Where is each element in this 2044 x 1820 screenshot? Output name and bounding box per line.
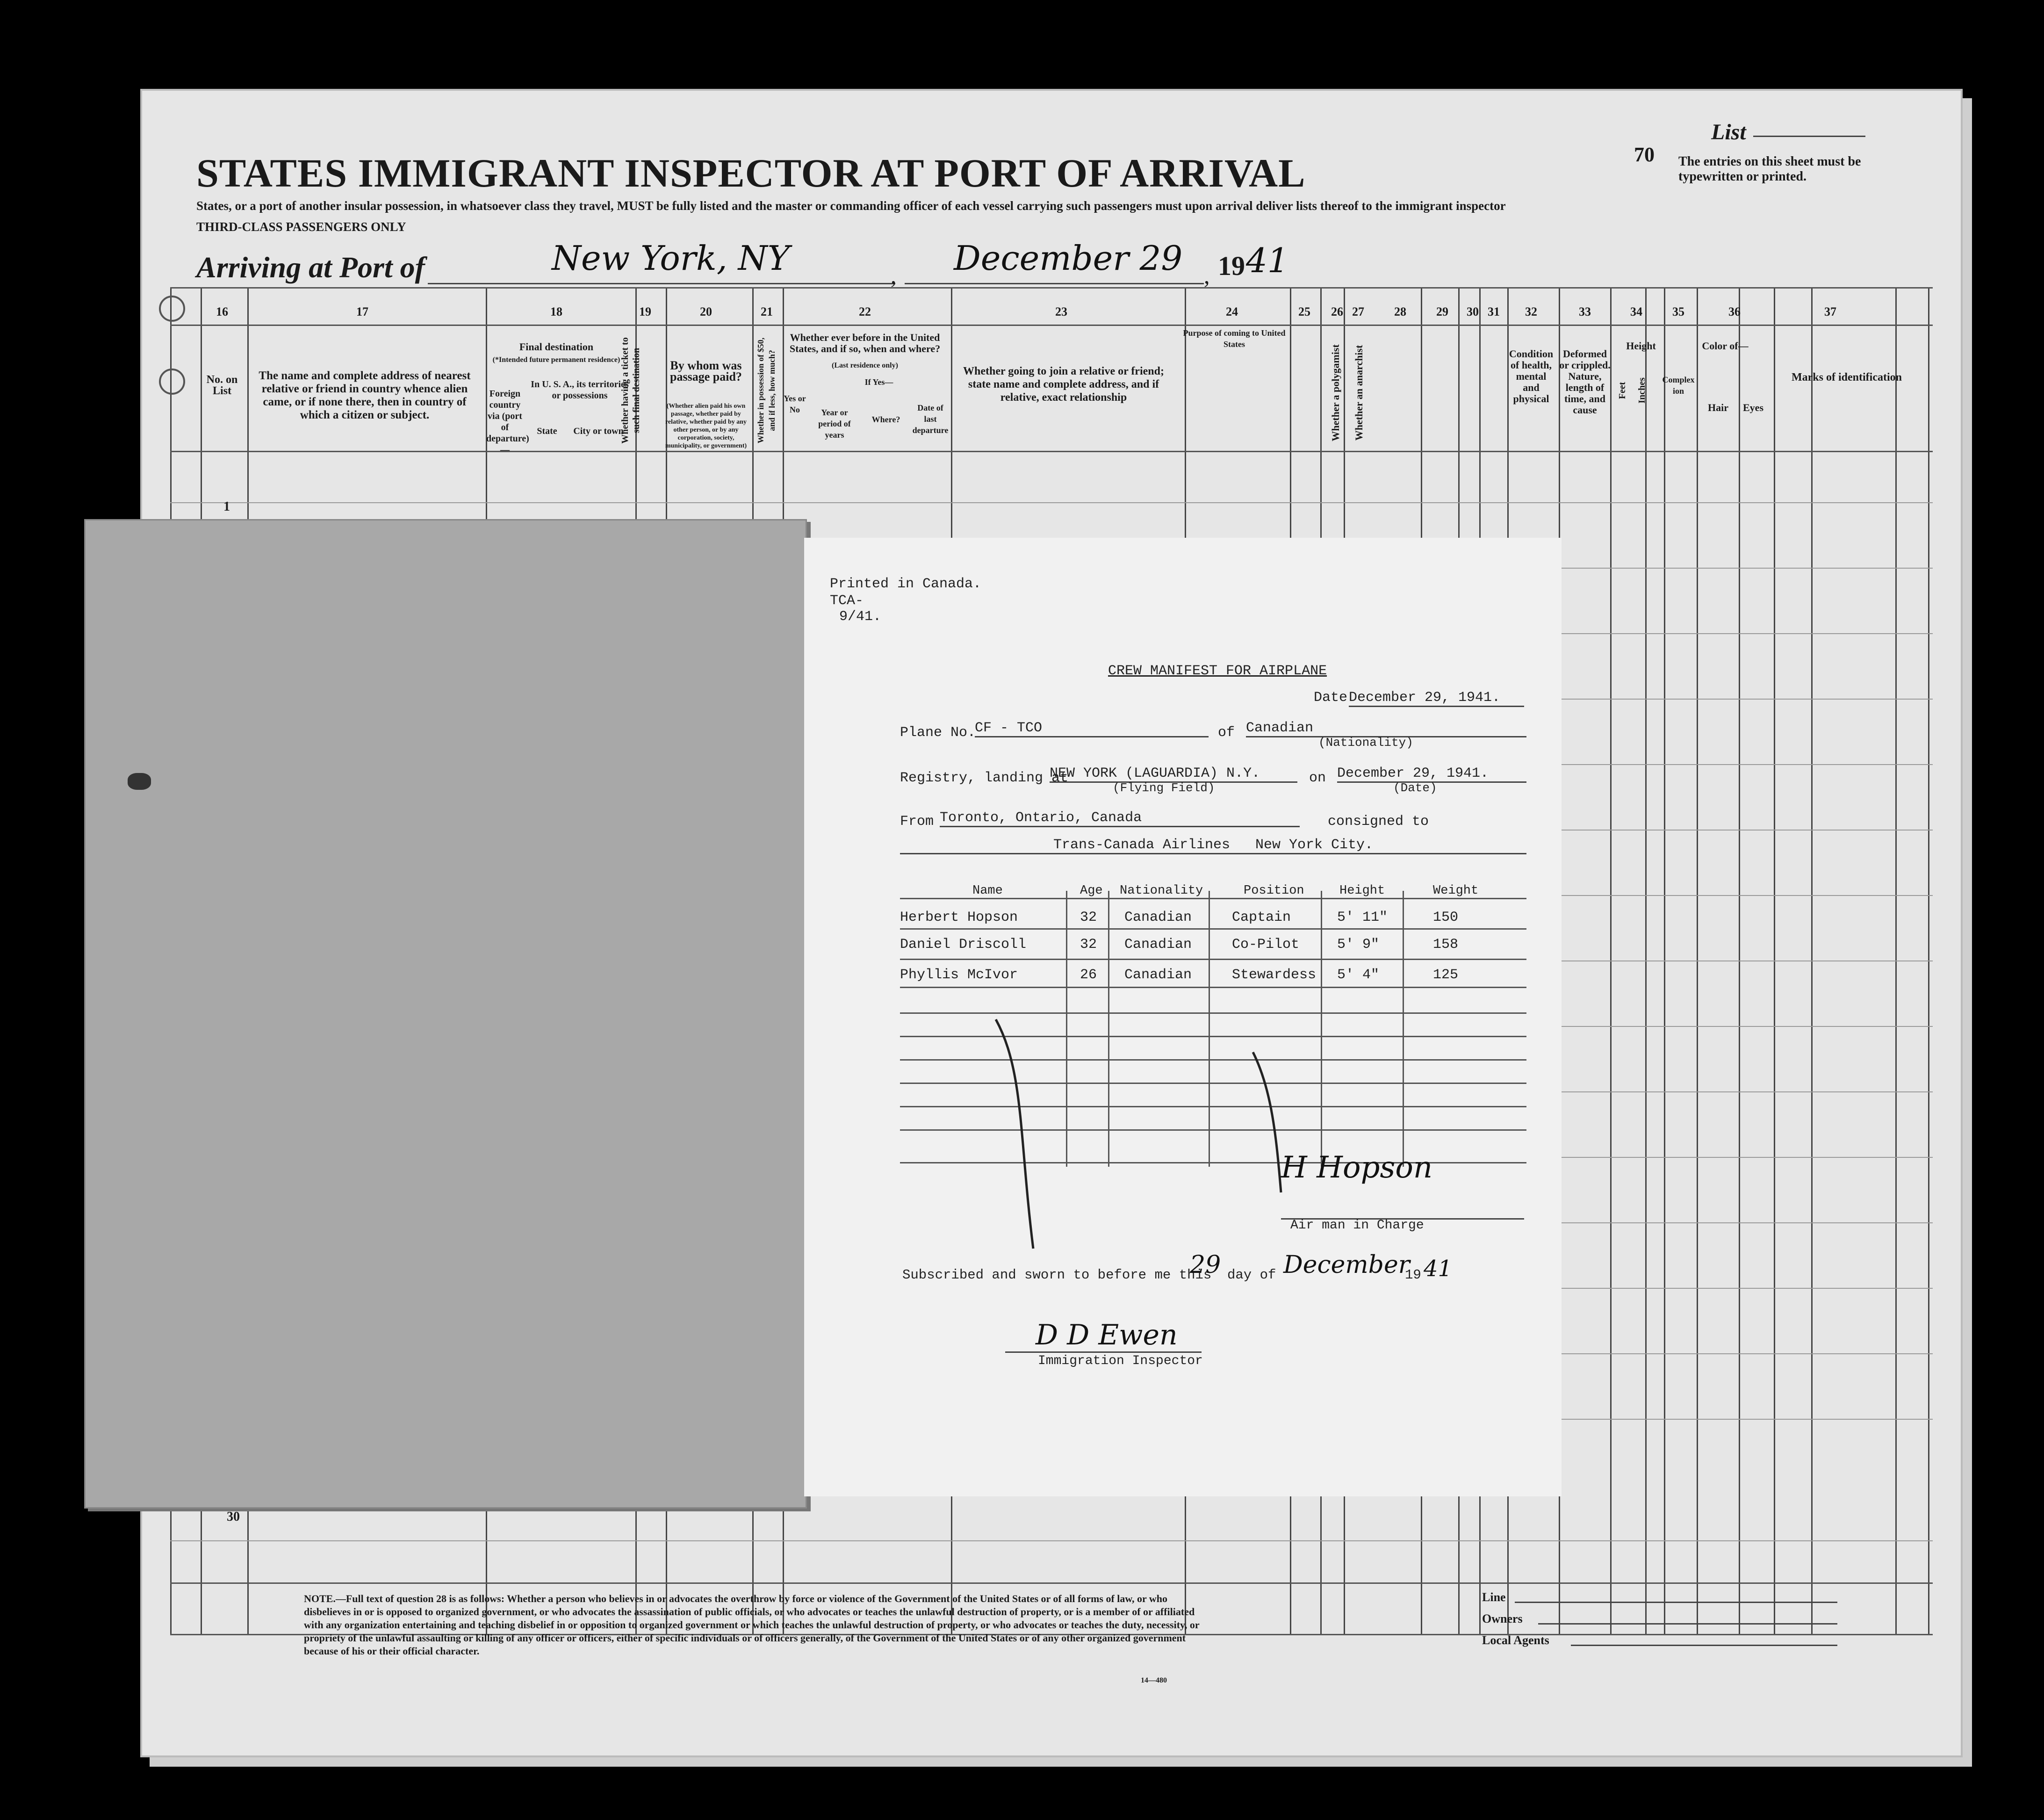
col-yes-no: Yes or No	[784, 394, 806, 414]
col-num: 18	[550, 305, 562, 318]
line-underline	[1515, 1602, 1837, 1603]
col-num: 16	[216, 305, 228, 318]
comma: ,	[1204, 262, 1210, 289]
footer-rule	[170, 1582, 1933, 1584]
col-by-whom: By whom was passage paid?	[670, 359, 742, 383]
row-line	[1559, 1157, 1933, 1158]
col-num: 26	[1331, 305, 1343, 318]
manifest-title: CREW MANIFEST FOR AIRPLANE	[1108, 663, 1327, 679]
col-num: 32	[1525, 305, 1537, 318]
inspector-underline	[1005, 1351, 1202, 1353]
year-printed: 19	[1218, 251, 1245, 281]
crew-weight: 158	[1433, 937, 1459, 953]
crew-position: Captain	[1232, 910, 1291, 925]
sheet-number: 70	[1634, 143, 1655, 166]
col-num: 29	[1436, 305, 1448, 318]
crew-nationality: Canadian	[1124, 910, 1192, 925]
header-rule	[170, 325, 1933, 326]
row-line	[1559, 1026, 1933, 1027]
arriving-label: Arriving at Port of	[196, 251, 425, 284]
printed-in: Printed in Canada.	[830, 576, 982, 592]
col-color-of: Color of—	[1702, 340, 1749, 352]
row-line	[1559, 1288, 1933, 1289]
row-line	[1559, 633, 1933, 634]
plane-label: Plane No.	[900, 725, 976, 741]
col-num: 24	[1226, 305, 1238, 318]
table-rule	[900, 1012, 1526, 1014]
col-num: 31	[1488, 305, 1500, 318]
table-header-nationality: Nationality	[1120, 884, 1203, 898]
header-rule	[170, 287, 1933, 289]
crew-height: 5' 11"	[1337, 910, 1388, 925]
nationality-value: Canadian	[1246, 720, 1526, 737]
col-no-on-list: No. on List	[206, 374, 238, 397]
col-ever-before: Whether ever before in the United States, and if so, when and where?	[789, 332, 941, 354]
col-where: Where?	[871, 415, 900, 424]
col-join-relative: Whether going to join a relative or friend; state name and complete address, and if relative, exact relationship	[963, 365, 1164, 404]
day-of: day of	[1227, 1267, 1276, 1283]
class-note: THIRD-CLASS PASSENGERS ONLY	[196, 220, 406, 234]
col-num: 21	[761, 305, 773, 318]
col-anarchist: Whether an anarchist	[1353, 345, 1365, 441]
row-line	[1559, 699, 1933, 700]
col-hair: Hair	[1708, 402, 1728, 413]
col-num: 20	[700, 305, 712, 318]
on-label: on	[1309, 770, 1326, 786]
crew-nationality: Canadian	[1124, 967, 1192, 983]
row-number: 1	[223, 499, 230, 514]
from-value: Toronto, Ontario, Canada	[940, 810, 1300, 827]
binder-hole-icon	[159, 296, 185, 322]
date-value: December 29, 1941.	[1349, 690, 1524, 707]
port-handwritten: New York, NY	[552, 238, 790, 278]
col-deformed: Deformed or crippled. Nature, length of time, and cause	[1559, 348, 1611, 416]
ink-blot	[128, 773, 151, 790]
registry-label: Registry, landing at	[900, 770, 1069, 786]
col-num: 22	[859, 305, 871, 318]
col-foreign-country: Foreign country via (port of departure)—	[486, 389, 529, 455]
row-line	[1559, 830, 1933, 831]
col-inches: Inches	[1637, 377, 1647, 404]
col-possession: Whether in possession of $50, and if less, how much?	[756, 337, 777, 444]
flying-field-caption: (Flying Field)	[1113, 781, 1215, 795]
of-label: of	[1218, 725, 1235, 741]
agents-label: Local Agents	[1482, 1633, 1549, 1647]
crew-weight: 150	[1433, 910, 1459, 925]
airman-signature: H Hopson	[1281, 1150, 1433, 1185]
col-if-yes: If Yes—	[864, 377, 893, 387]
crew-nationality: Canadian	[1124, 937, 1192, 953]
row-line	[1559, 1222, 1933, 1223]
date-label: Date	[1314, 690, 1348, 706]
line-label: Line	[1482, 1590, 1506, 1604]
table-header-weight: Weight	[1433, 884, 1479, 898]
list-label: List	[1711, 120, 1746, 144]
from-label: From	[900, 814, 934, 830]
nationality-caption: (Nationality)	[1318, 736, 1413, 750]
row-line	[1559, 1419, 1933, 1420]
entries-note: The entries on this sheet must be typewritten or printed.	[1678, 154, 1861, 184]
sworn-year-hand: 41	[1424, 1256, 1453, 1282]
row-number: 30	[227, 1509, 240, 1524]
form-date: 9/41.	[839, 609, 882, 625]
table-rule	[900, 898, 1526, 899]
col-intended-residence: (*Intended future permanent residence)	[492, 356, 620, 364]
inspector-signature: D D Ewen	[1036, 1319, 1178, 1351]
comma: ,	[891, 262, 897, 289]
crew-position: Stewardess	[1232, 967, 1317, 983]
inspector-caption: Immigration Inspector	[1038, 1354, 1203, 1368]
col-num: 34	[1630, 305, 1642, 318]
col-city: City or town	[573, 426, 624, 436]
col-state: State	[537, 426, 557, 436]
row-line	[1559, 895, 1933, 896]
col-passage-note: (Whether alien paid his own passage, whether paid by relative, whether paid by any other person, or by any corporation, society, municipality, or government)	[665, 403, 747, 449]
footer-note: NOTE.—Full text of question 28 is as follows: Whether a person who believes in or advocates the overthrow by force or violence of the Government of the United States or of all forms of law, or who disbelieves in or is opposed to organized government, or who advocates the assassination of public officials, or who advocates or teaches the unlawful destruction of property, or is a member of or affiliated with any organization entertaining and teaching disbelief in or opposition to organized government or which teaches the unlawful destruction of property, or who advocates or teaches the duty, necessity, or propriety of the unlawful assaulting or killing of any officer or officers, either of specific individuals or of officers generally, of the Government of the United States or of any other organized government because of his or their official character.	[304, 1593, 1200, 1657]
col-last-residence: (Last residence only)	[832, 361, 898, 369]
col-num: 23	[1055, 305, 1067, 318]
col-complexion: Complexion	[1662, 375, 1695, 396]
sworn-month: December	[1283, 1251, 1410, 1279]
form-number: 14—480	[1141, 1676, 1167, 1684]
col-polygamist: Whether a polygamist	[1330, 344, 1341, 441]
col-num: 35	[1672, 305, 1684, 318]
table-header-position: Position	[1244, 884, 1304, 898]
sworn-text: Subscribed and sworn to before me this	[902, 1267, 1212, 1283]
table-header-age: Age	[1080, 884, 1103, 898]
col-relative: The name and complete address of nearest relative or friend in country whence alien came, or if none there, then in country of which a citizen or subject.	[259, 369, 471, 421]
owners-label: Owners	[1482, 1612, 1523, 1625]
table-header-name: Name	[972, 884, 1003, 898]
col-final-destination: Final destination	[519, 341, 594, 353]
col-marks: Marks of identification	[1792, 371, 1902, 383]
form-code: TCA-	[830, 593, 864, 609]
port-underline	[428, 283, 895, 284]
consignee: Trans-Canada Airlines New York City.	[900, 837, 1526, 854]
crew-name: Herbert Hopson	[900, 910, 1018, 925]
crew-position: Co-Pilot	[1232, 937, 1300, 953]
row-line	[1559, 1353, 1933, 1354]
col-num: 28	[1394, 305, 1406, 318]
crew-age: 26	[1080, 967, 1097, 983]
row-line	[170, 502, 1933, 503]
owners-underline	[1538, 1623, 1837, 1625]
col-feet: Feet	[1617, 382, 1627, 399]
date-underline	[905, 283, 1204, 284]
crew-weight: 125	[1433, 967, 1459, 983]
landing-date: December 29, 1941.	[1337, 766, 1526, 783]
col-num: 27	[1352, 305, 1364, 318]
table-rule	[900, 959, 1526, 960]
col-condition: Condition of health, mental and physical	[1509, 348, 1554, 404]
consigned-label: consigned to	[1328, 814, 1429, 830]
table-header-height: Height	[1339, 884, 1385, 898]
crew-age: 32	[1080, 910, 1097, 925]
year-handwritten: 41	[1246, 241, 1289, 280]
col-eyes: Eyes	[1743, 402, 1763, 413]
row-line	[170, 1540, 1933, 1541]
instructions: States, or a port of another insular possession, in whatsoever class they travel, MUST be fully listed and the master or commanding officer of each vessel carrying such passengers must upon arrival deliver lists thereof to the immigrant inspector	[196, 199, 1506, 213]
table-rule	[900, 928, 1526, 930]
agents-underline	[1571, 1645, 1837, 1646]
folded-sheet	[84, 519, 807, 1509]
col-years: Year or period of years	[818, 408, 851, 440]
col-purpose: Purpose of coming to United States	[1183, 328, 1286, 349]
col-last-departure: Date of last departure	[912, 403, 949, 435]
col-num: 30	[1467, 305, 1479, 318]
row-line	[1559, 568, 1933, 569]
col-ticket: Whether having a ticket to such final destination	[620, 337, 641, 444]
binder-hole-icon	[159, 368, 185, 395]
col-num: 33	[1579, 305, 1591, 318]
sworn-year-printed: 19	[1405, 1267, 1421, 1283]
col-num: 37	[1824, 305, 1836, 318]
sworn-day: 29	[1190, 1251, 1221, 1279]
plane-value: CF - TCO	[975, 720, 1209, 737]
page-title: STATES IMMIGRANT INSPECTOR AT PORT OF ARRIVAL	[196, 151, 1306, 195]
crew-age: 32	[1080, 937, 1097, 953]
landing-value: NEW YORK (LAGUARDIA) N.Y.	[1050, 766, 1297, 783]
airman-caption: Air man in Charge	[1290, 1218, 1424, 1233]
table-rule	[900, 987, 1526, 988]
date-caption: (Date)	[1393, 781, 1437, 795]
crew-height: 5' 4"	[1337, 967, 1380, 983]
date-handwritten: December 29	[954, 238, 1183, 278]
header-rule	[170, 451, 1933, 452]
list-underline	[1753, 136, 1865, 137]
col-height: Height	[1626, 340, 1656, 352]
crew-name: Daniel Driscoll	[900, 937, 1027, 953]
row-line	[1559, 1091, 1933, 1092]
crew-height: 5' 9"	[1337, 937, 1380, 953]
row-line	[1559, 764, 1933, 765]
col-num: 25	[1298, 305, 1310, 318]
crew-name: Phyllis McIvor	[900, 967, 1018, 983]
col-in-usa: In U. S. A., its territories or possessions	[531, 379, 629, 401]
col-num: 36	[1728, 305, 1741, 318]
col-num: 17	[356, 305, 368, 318]
col-num: 19	[639, 305, 651, 318]
